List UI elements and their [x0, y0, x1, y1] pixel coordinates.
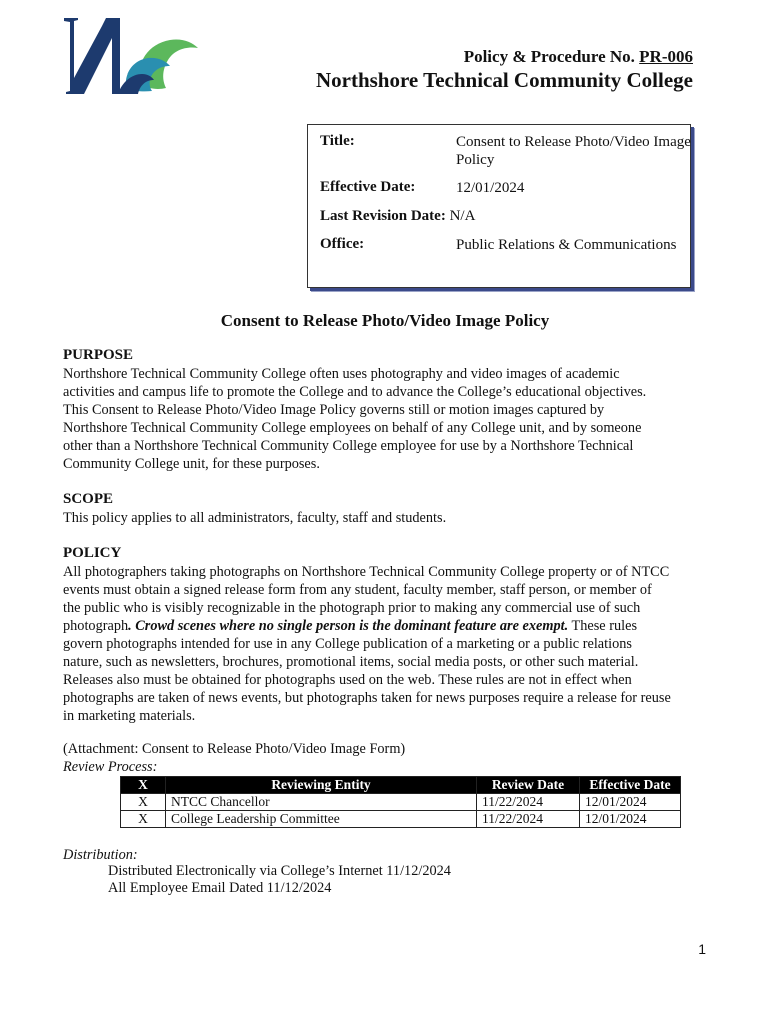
policy-text: [63, 563, 723, 725]
document-title: Consent to Release Photo/Video Image Policy: [220, 311, 550, 330]
college-name: Northshore Technical Community College: [315, 68, 693, 92]
policy-line: All photographers taking photographs on Northshore Technical Community College property or of NTCC: [63, 564, 670, 580]
purpose-line: Northshore Technical Community College often uses photography and video images of academic: [63, 366, 620, 382]
review-date: 11/22/2024: [477, 811, 580, 828]
policy-line: [63, 617, 723, 635]
policy-info-box: [307, 124, 691, 288]
title-value: Consent to Release Photo/Video Image Policy: [456, 134, 691, 168]
distribution-line: All Employee Email Dated 11/12/2024: [108, 880, 332, 896]
policy-prefix: Policy & Procedure No.: [463, 47, 640, 66]
policy-line: govern photographs intended for use in any College publication of a marketing or a public relations: [63, 636, 632, 652]
policy-number: PR-006: [639, 47, 693, 66]
effective-date: 12/01/2024: [580, 794, 681, 811]
purpose-text: [63, 365, 713, 473]
col-effective-date-header: Effective Date: [580, 777, 681, 794]
distribution-label: Distribution:: [63, 847, 138, 863]
review-date: 11/22/2024: [477, 794, 580, 811]
title-label: Title:: [320, 133, 355, 149]
purpose-line: Community College unit, for these purposes.: [63, 456, 320, 472]
policy-line: the public who is visibly recognizable in the photograph prior to making any commercial use of such: [63, 600, 641, 616]
page-number: 1: [698, 941, 706, 957]
reviewing-entity: NTCC Chancellor: [166, 794, 477, 811]
effective-date: 12/01/2024: [580, 811, 681, 828]
purpose-heading: PURPOSE: [63, 347, 134, 363]
policy-line: in marketing materials.: [63, 708, 196, 724]
policy-line: events must obtain a signed release form from any student, faculty member, staff person, or member of: [63, 582, 652, 598]
table-row: [121, 811, 681, 828]
col-review-date-header: Review Date: [477, 777, 580, 794]
scope-text: This policy applies to all administrators, faculty, staff and students.: [63, 510, 447, 526]
revision-date-value: N/A: [449, 208, 476, 224]
policy-line: nature, such as newsletters, brochures, promotional items, social media posts, or other such material.: [63, 654, 639, 670]
purpose-line: activities and campus life to promote the College and to advance the College’s educational objectives.: [63, 384, 647, 400]
policy-number-line: [464, 47, 693, 67]
effective-date-value: 12/01/2024: [456, 180, 525, 196]
table-row: [121, 794, 681, 811]
policy-heading: POLICY: [63, 545, 122, 561]
purpose-line: Northshore Technical Community College employees on behalf of any College unit, and by someone: [63, 420, 642, 436]
distribution-line: Distributed Electronically via College’s Internet 11/12/2024: [108, 863, 451, 879]
scope-heading: SCOPE: [63, 491, 114, 507]
revision-date-label: Last Revision Date:: [320, 208, 446, 224]
office-value: Public Relations & Communications: [456, 237, 677, 253]
policy-line: Releases also must be obtained for photographs used on the web. These rules are not in effect when: [63, 672, 632, 688]
review-table-header: [121, 777, 681, 794]
col-entity-header: Reviewing Entity: [166, 777, 477, 794]
logo-letter-n: [64, 18, 120, 94]
effective-date-label: Effective Date:: [320, 179, 416, 195]
policy-line: photographs are taken of news events, but photographs taken for news purposes require a release for reuse: [63, 690, 671, 706]
review-mark: X: [121, 811, 166, 828]
review-mark: X: [121, 794, 166, 811]
purpose-line: other than a Northshore Technical Community College employee for use by a Northshore Technical: [63, 438, 634, 454]
col-x-header: X: [121, 777, 166, 794]
policy-line-end: These rules: [568, 618, 638, 634]
crowd-exemption-text: . Crowd scenes where no single person is the dominant feature are exempt.: [128, 618, 569, 634]
review-process-label: Review Process:: [63, 759, 158, 775]
purpose-line: This Consent to Release Photo/Video Image Policy governs still or motion images captured by: [63, 402, 605, 418]
office-label: Office:: [320, 236, 365, 252]
policy-line-start: photograph: [63, 618, 129, 634]
review-table: [120, 776, 681, 828]
attachment-note: (Attachment: Consent to Release Photo/Video Image Form): [63, 741, 406, 757]
reviewing-entity: College Leadership Committee: [166, 811, 477, 828]
ntcc-logo-icon: [62, 14, 202, 98]
